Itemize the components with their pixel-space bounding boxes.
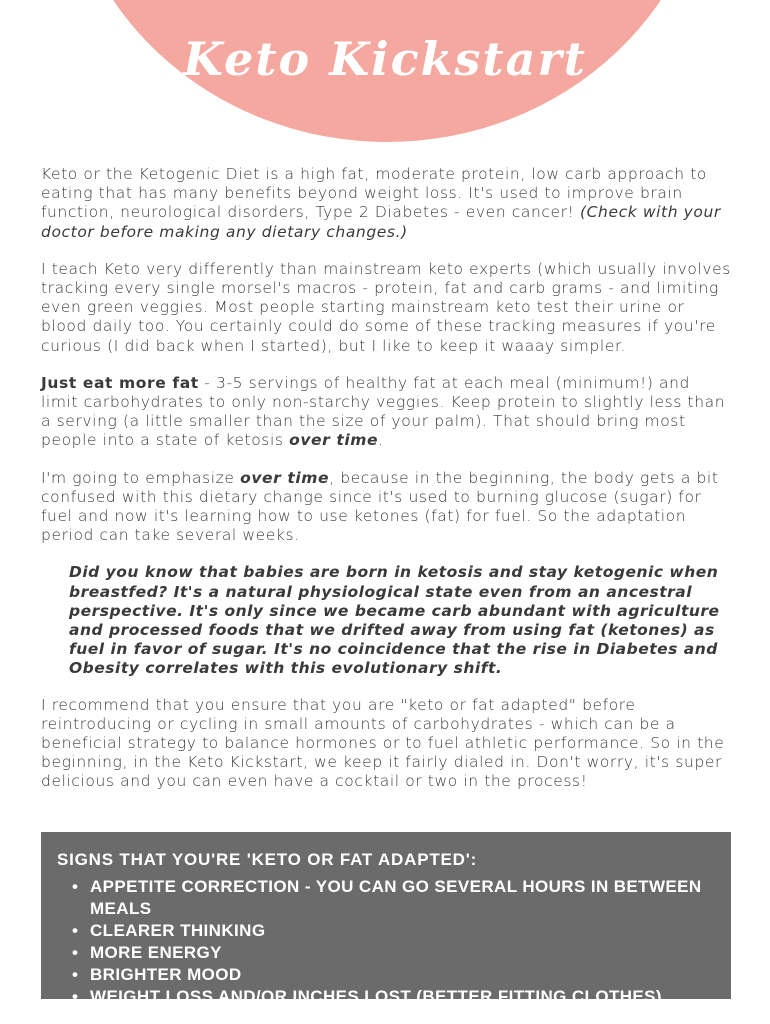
list-item (72, 986, 715, 1008)
list-item (72, 964, 715, 986)
bullet-icon: • (72, 987, 79, 1006)
sign-item-label: CLEARER THINKING (90, 921, 266, 940)
emphasize-text: , because in the beginning, the body gets a bit confused with this dietary change since it's used to burning glucose (sugar) for fuel and now it's learning how to use ketones (fat) for fuel. So the adaptation period can take several weeks. (41, 468, 719, 545)
page-title: Keto Kickstart (183, 32, 587, 86)
list-item (72, 942, 715, 964)
list-item (72, 920, 715, 942)
approach-paragraph: I teach Keto very differently than mainstream keto experts (which usually involves tracking every single morsel's macros - protein, fat and carb grams - and limiting even green veggies. Most people starting mainstream keto test their urine or blood daily too. You certainly could do some of these tracking measures if you're curious (I did back when I started), but I like to keep it waaay simpler. (41, 259, 731, 355)
sign-item-label: MORE ENERGY (90, 943, 222, 962)
sign-item-label: BRIGHTER MOOD (90, 965, 242, 984)
list-item (72, 876, 715, 920)
signs-box (41, 832, 731, 1006)
bullet-icon: • (72, 877, 79, 896)
recommend-paragraph: I recommend that you ensure that you are "keto or fat adapted" before reintroducing or cycling in small amounts of carbohydrates - which can be a beneficial strategy to balance hormones or to fuel athletic performance. So in the beginning, in the Keto Kickstart, we keep it fairly dialed in. Don't worry, it's super delicious and you can even have a cocktail or two in the process! (41, 695, 725, 791)
intro-text: Keto or the Ketogenic Diet is a high fat, moderate protein, low carb approach to eating that has many benefits beyond weight loss. It's used to improve brain function, neurological disorders, Type 2 Diabetes - even cancer! (41, 165, 707, 222)
bullet-icon: • (72, 943, 79, 962)
sign-item-label: APPETITE CORRECTION - YOU CAN GO SEVERAL HOURS IN BETWEEN MEALS (90, 877, 702, 918)
eat-fat-emphasis: over time (289, 431, 379, 450)
bullet-icon: • (72, 965, 79, 984)
intro-paragraph (41, 165, 731, 242)
signs-title: SIGNS THAT YOU'RE 'KETO OR FAT ADAPTED': (57, 850, 478, 869)
eat-fat-lead: Just eat more fat (41, 373, 199, 392)
sign-item-label: WEIGHT LOSS AND/OR INCHES LOST (BETTER FITTING CLOTHES) (90, 987, 662, 1006)
intro-note: (Check with your doctor before making any dietary changes.) (41, 203, 721, 241)
eat-fat-paragraph (41, 374, 731, 451)
article-body (41, 165, 731, 810)
signs-list (57, 876, 715, 1008)
eat-fat-end: . (378, 431, 384, 450)
emphasize-emphasis: over time (240, 468, 330, 487)
emphasize-start: I'm going to emphasize (41, 468, 241, 487)
emphasize-paragraph (41, 469, 731, 546)
bullet-icon: • (72, 921, 79, 940)
eat-fat-text: - 3-5 servings of healthy fat at each meal (minimum!) and limit carbohydrates to only non-starchy veggies. Keep protein to slightly less than a serving (a little smaller than the size of your palm). That should bring most people into a state of ketosis (41, 373, 726, 450)
callout-quote: Did you know that babies are born in ketosis and stay ketogenic when breastfed? It's a natural physiological state even from an ancestral perspective. It's only since we became carb abundant with agriculture and processed foods that we drifted away from using fat (ketones) as fuel in favor of sugar. It's no coincidence that the rise in Diabetes and Obesity correlates with this evolutionary shift. (69, 563, 720, 678)
